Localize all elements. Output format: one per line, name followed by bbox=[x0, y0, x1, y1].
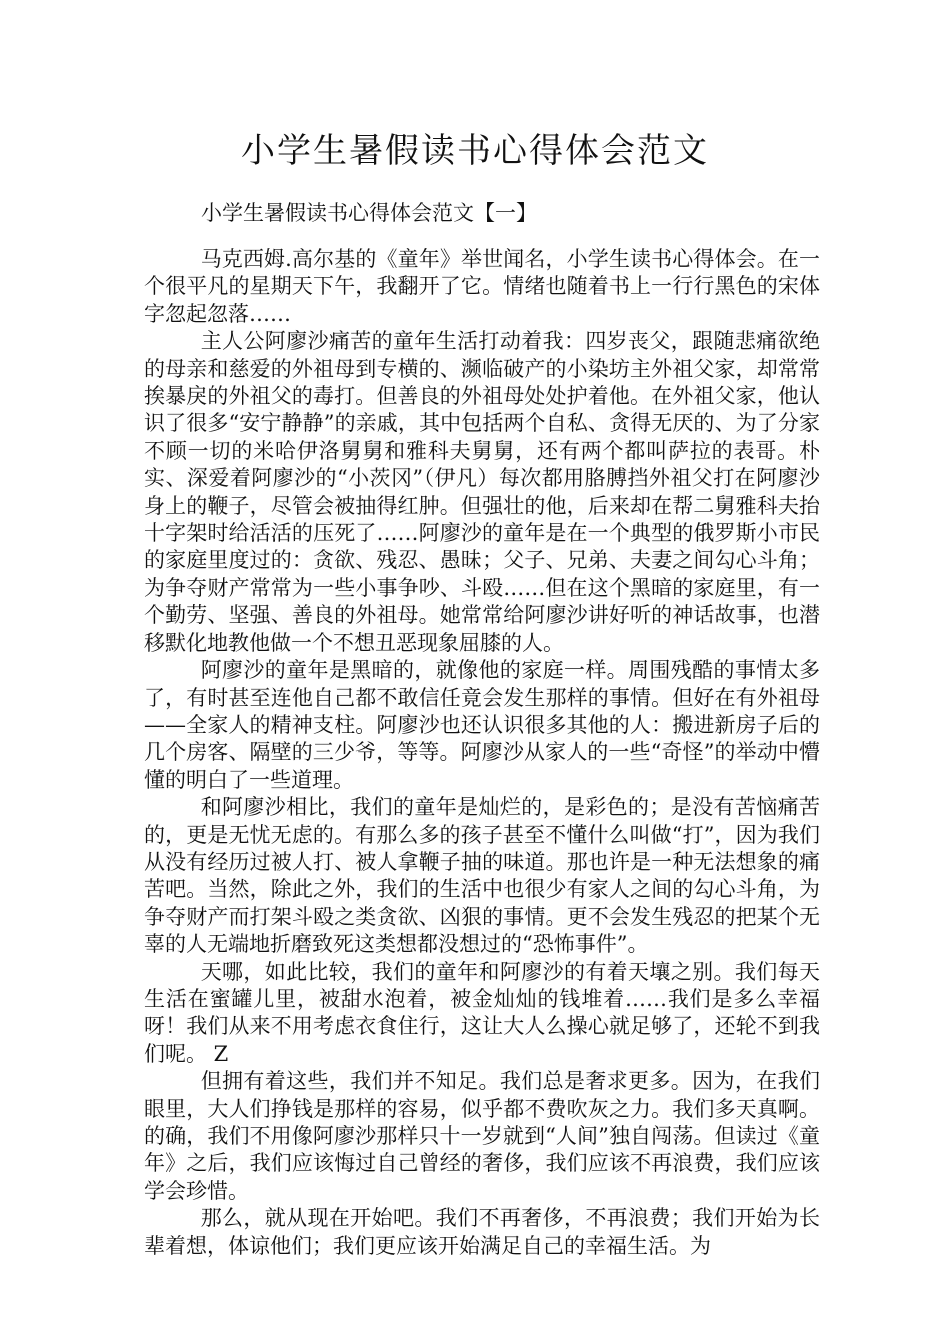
paragraph: 那么，就从现在开始吧。我们不再奢侈，不再浪费；我们开始为长辈着想，体谅他们；我们更应该开始满足自己的幸福生活。为 bbox=[144, 1206, 820, 1258]
section-heading: 小学生暑假读书心得体会范文【一】 bbox=[201, 201, 537, 225]
paragraph: 和阿廖沙相比，我们的童年是灿烂的，是彩色的；是没有苦恼痛苦的，更是无忧无虑的。有那么多的孩子甚至不懂什么叫做“打”，因为我们从没有经历过被人打、被人拿鞭子抽的味道。那也许是一种无法想象的痛苦吧。当然，除此之外，我们的生活中也很少有家人之间的勾心斗角，为争夺财产而打架斗殴之类贪欲、凶狠的事情。更不会发生残忍的把某个无辜的人无端地折磨致死这类想都没想过的“恐怖事件”。 bbox=[144, 795, 820, 957]
paragraph: 天哪，如此比较，我们的童年和阿廖沙的有着天壤之别。我们每天生活在蜜罐儿里，被甜水泡着，被金灿灿的钱堆着……我们是多么幸福呀！我们从来不用考虑衣食住行，这让大人么操心就足够了，还轮不到我们呢。 Z bbox=[144, 959, 820, 1066]
paragraph: 主人公阿廖沙痛苦的童年生活打动着我：四岁丧父，跟随悲痛欲绝的母亲和慈爱的外祖母到专横的、濒临破产的小染坊主外祖父家，却常常挨暴戾的外祖父的毒打。但善良的外祖母处处护着他。在外祖父家，他认识了很多“安宁静静”的亲戚，其中包括两个自私、贪得无厌的、为了分家不顾一切的米哈伊洛舅舅和雅科夫舅舅，还有两个都叫萨拉的表哥。朴实、深爱着阿廖沙的“小茨冈”（伊凡）每次都用胳膊挡外祖父打在阿廖沙身上的鞭子，尽管会被抽得红肿。但强壮的他，后来却在帮二舅雅科夫抬十字架时给活活的压死了……阿廖沙的童年是在一个典型的俄罗斯小市民的家庭里度过的：贪欲、残忍、愚昧；父子、兄弟、夫妻之间勾心斗角；为争夺财产常常为一些小事争吵、斗殴……但在这个黑暗的家庭里，有一个勤劳、坚强、善良的外祖母。她常常给阿廖沙讲好听的神话故事，也潜移默化地教他做一个不想丑恶现象屈膝的人。 bbox=[144, 329, 820, 655]
paragraph: 但拥有着这些，我们并不知足。我们总是奢求更多。因为，在我们眼里，大人们挣钱是那样的容易，似乎都不费吹灰之力。我们多天真啊。的确，我们不用像阿廖沙那样只十一岁就到“人间”独自闯荡。但读过《童年》之后，我们应该悔过自己曾经的奢侈，我们应该不再浪费，我们应该学会珍惜。 bbox=[144, 1069, 820, 1203]
document-title: 小学生暑假读书心得体会范文 bbox=[241, 131, 709, 171]
paragraph: 马克西姆.高尔基的《童年》举世闻名，小学生读书心得体会。在一个很平凡的星期天下午，我翻开了它。情绪也随着书上一行行黑色的宋体字忽起忽落…… bbox=[144, 247, 820, 326]
paragraph: 阿廖沙的童年是黑暗的，就像他的家庭一样。周围残酷的事情太多了，有时甚至连他自己都不敢信任竟会发生那样的事情。但好在有外祖母——全家人的精神支柱。阿廖沙也还认识很多其他的人：搬进新房子后的几个房客、隔壁的三少爷，等等。阿廖沙从家人的一些“奇怪”的举动中懵懂的明白了一些道理。 bbox=[144, 658, 820, 792]
article-body bbox=[144, 246, 820, 1260]
